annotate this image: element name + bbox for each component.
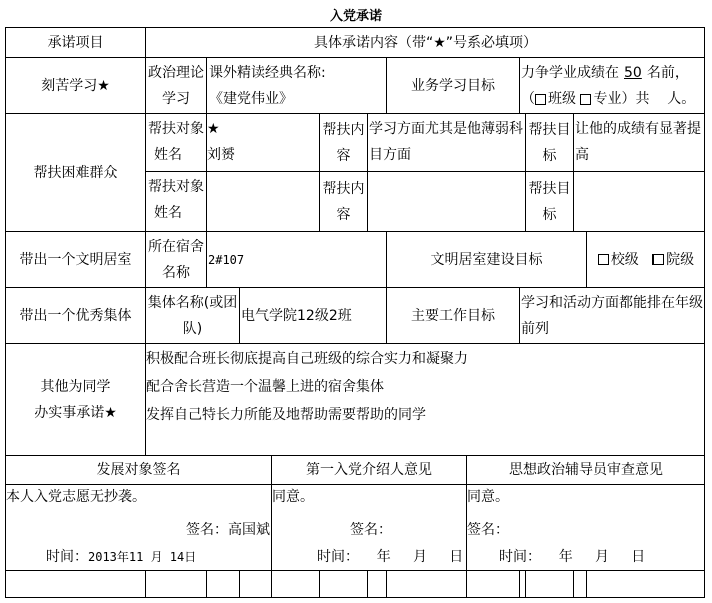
college-level-checkbox[interactable] <box>652 254 664 265</box>
help-content-label-1: 帮扶内 容 <box>319 113 367 171</box>
major-checkbox[interactable] <box>580 94 591 105</box>
sign-head-counselor: 思想政治辅导员审查意见 <box>466 455 705 484</box>
political-study-label: 政治理论 学习 <box>145 57 206 113</box>
group-name-label: 集体名称(或团 队) <box>145 287 239 343</box>
help-object-label-2: 帮扶对象 姓名 <box>145 171 206 231</box>
introducer-sign-cell[interactable]: 同意。 签名： 时间： 年 月 日 <box>271 484 466 570</box>
required-star-icon: ★ <box>207 121 220 137</box>
help-goal-value-2[interactable] <box>573 171 705 231</box>
page-title: 入党承诺 <box>329 9 382 24</box>
grid-cell <box>206 570 239 598</box>
dorm-name-value[interactable]: 2#107 <box>206 231 386 287</box>
help-goal-label-1: 帮扶目 标 <box>525 113 573 171</box>
grid-cell <box>5 570 145 598</box>
help-content-value-1[interactable]: 学习方面尤其是他薄弱科目方面 <box>367 113 525 171</box>
grid-cell <box>367 570 386 598</box>
dorm-goal-options[interactable]: 校级 院级 <box>586 231 705 287</box>
grid-cell <box>145 570 206 598</box>
group-goal-value[interactable]: 学习和活动方面都能排在年级前列 <box>519 287 705 343</box>
help-object-label-1: 帮扶对象 姓名 <box>145 113 206 171</box>
other-label: 其他为同学 办实事承诺★ <box>5 343 145 455</box>
grid-cell <box>466 570 519 598</box>
list-item: 积极配合班长彻底提高自己班级的综合实力和凝聚力 <box>146 351 468 367</box>
help-label: 帮扶困难群众 <box>5 113 145 231</box>
applicant-sign-cell[interactable]: 本人入党志愿无抄袭。 签名：高国斌 时间：2013年11 月 14日 <box>5 484 271 570</box>
group-name-value[interactable]: 电气学院12级2班 <box>239 287 386 343</box>
group-label: 带出一个优秀集体 <box>5 287 145 343</box>
study-target-label: 业务学习目标 <box>386 57 519 113</box>
dorm-name-label: 所在宿舍 名称 <box>145 231 206 287</box>
class-checkbox[interactable] <box>535 94 546 105</box>
other-items[interactable] <box>145 343 705 455</box>
help-goal-value-1[interactable]: 让他的成绩有显著提高 <box>573 113 705 171</box>
grid-cell <box>271 570 319 598</box>
help-content-value-2[interactable] <box>367 171 525 231</box>
grid-cell <box>239 570 271 598</box>
header-project: 承诺项目 <box>5 27 145 57</box>
group-goal-label: 主要工作目标 <box>386 287 519 343</box>
help-object-name-2[interactable] <box>206 171 319 231</box>
sign-head-applicant: 发展对象签名 <box>5 455 271 484</box>
grid-cell <box>525 570 573 598</box>
grid-cell <box>386 570 466 598</box>
pledge-form <box>5 27 705 598</box>
dorm-label: 带出一个文明居室 <box>5 231 145 287</box>
header-content: 具体承诺内容（带“★”号系必填项） <box>145 27 705 57</box>
counselor-sign-cell[interactable]: 同意。 签名： 时间： 年 月 日 <box>466 484 705 570</box>
sign-head-introducer: 第一入党介绍人意见 <box>271 455 466 484</box>
grid-cell <box>586 570 705 598</box>
help-content-label-2: 帮扶内 容 <box>319 171 367 231</box>
list-item: 配合舍长营造一个温馨上进的宿舍集体 <box>146 379 384 395</box>
help-object-name-1[interactable]: ★ 刘赟 <box>206 113 319 171</box>
dorm-goal-label: 文明居室建设目标 <box>386 231 586 287</box>
grid-cell <box>573 570 586 598</box>
help-goal-label-2: 帮扶目 标 <box>525 171 573 231</box>
grid-cell <box>319 570 367 598</box>
school-level-checkbox[interactable] <box>598 254 609 265</box>
reading-cell[interactable]: 课外精读经典名称: 《建党伟业》 <box>206 57 386 113</box>
list-item: 发挥自己特长力所能及地帮助需要帮助的同学 <box>146 407 426 423</box>
study-label: 刻苦学习★ <box>5 57 145 113</box>
study-target-cell[interactable]: 力争学业成绩在 50 名前， （ 班级 专业）共 人。 <box>519 57 705 113</box>
